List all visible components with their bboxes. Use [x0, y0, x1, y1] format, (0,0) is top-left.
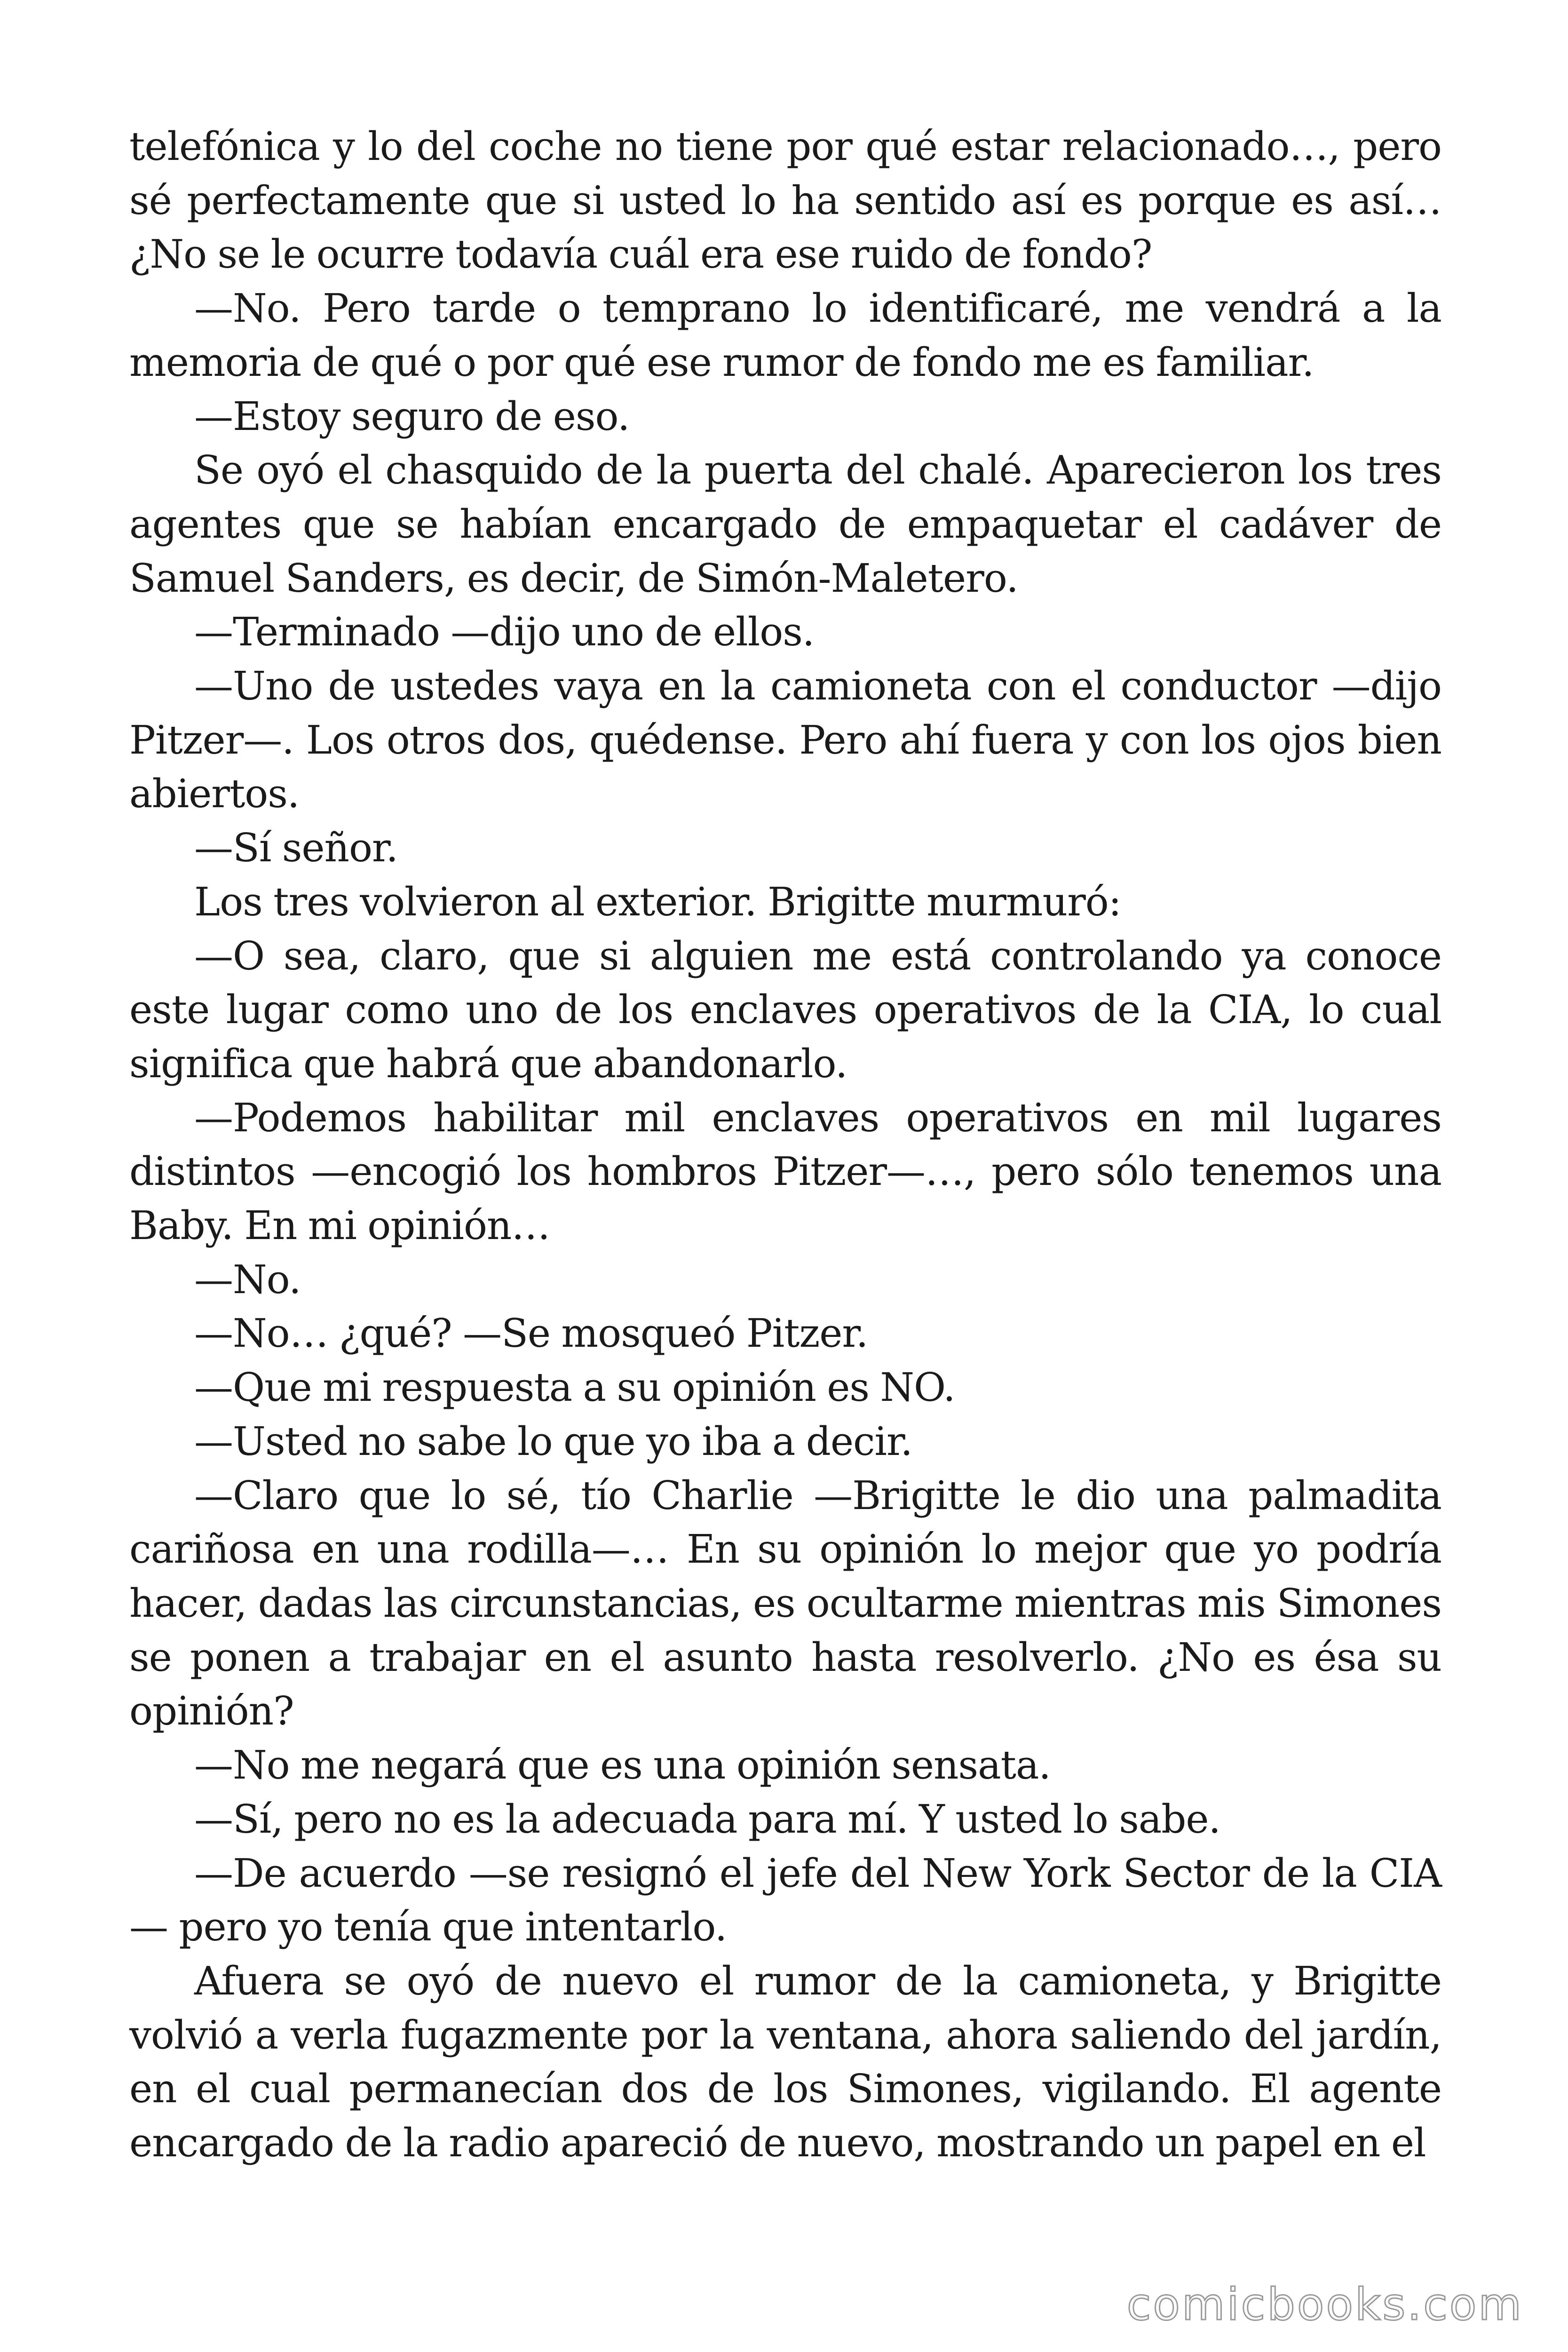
paragraph-17: —Sí, pero no es la adecuada para mí. Y usted lo sabe. [194, 1796, 1220, 1842]
paragraph-11: —No. [194, 1256, 301, 1303]
paragraph-19: Afuera se oyó de nuevo el rumor de la camioneta, y Brigitte volvió a verla fugazmente por la ventana, ahora saliendo del jardín, en el cual permanecían dos de los Simones, vigilando. El agente encargado de la radio apareció de nuevo, mostrando un papel en el [129, 1958, 1441, 2166]
paragraph-16: —No me negará que es una opinión sensata. [194, 1742, 1051, 1788]
watermark: comicbooks.com [1126, 2279, 1523, 2330]
paragraph-2: —No. Pero tarde o temprano lo identificaré, me vendrá a la memoria de qué o por qué ese rumor de fondo me es familiar. [129, 286, 1441, 385]
paragraph-15: —Claro que lo sé, tío Charlie —Brigitte le dio una palmadita cariñosa en una rodilla—… En su opinión lo mejor que yo podría hacer, dadas las circunstancias, es ocultarme mientras mis Simones se ponen a trabajar en el asunto hasta resolverlo. ¿No es ésa su opinión? [129, 1472, 1441, 1734]
paragraph-8: Los tres volvieron al exterior. Brigitte murmuró: [194, 879, 1121, 925]
paragraph-9: —O sea, claro, que si alguien me está controlando ya conoce este lugar como uno de los enclaves operativos de la CIA, lo cual significa que habrá que abandonarlo. [129, 933, 1441, 1087]
paragraph-18: —De acuerdo —se resignó el jefe del New York Sector de la CIA — pero yo tenía que intentarlo. [129, 1850, 1441, 1950]
paragraph-1: telefónica y lo del coche no tiene por qué estar relacionado…, pero sé perfectamente que si usted lo ha sentido así es porque es así… ¿No se le ocurre todavía cuál era ese ruido de fondo? [129, 124, 1441, 278]
paragraph-7: —Sí señor. [194, 825, 398, 871]
paragraph-14: —Usted no sabe lo que yo iba a decir. [194, 1418, 912, 1464]
paragraph-13: —Que mi respuesta a su opinión es NO. [194, 1365, 955, 1411]
paragraph-10: —Podemos habilitar mil enclaves operativos en mil lugares distintos —encogió los hombros Pitzer—…, pero sólo tenemos una Baby. En mi opinión… [129, 1095, 1441, 1249]
page-body [129, 120, 1441, 2170]
paragraph-5: —Terminado —dijo uno de ellos. [194, 609, 815, 655]
paragraph-6: —Uno de ustedes vaya en la camioneta con el conductor —dijo Pitzer—. Los otros dos, quédense. Pero ahí fuera y con los ojos bien abiertos. [129, 663, 1441, 817]
paragraph-3: —Estoy seguro de eso. [194, 393, 630, 439]
paragraph-4: Se oyó el chasquido de la puerta del chalé. Aparecieron los tres agentes que se habían encargado de empaquetar el cadáver de Samuel Sanders, es decir, de Simón-Maletero. [129, 447, 1441, 601]
paragraph-12: —No… ¿qué? —Se mosqueó Pitzer. [194, 1311, 868, 1357]
